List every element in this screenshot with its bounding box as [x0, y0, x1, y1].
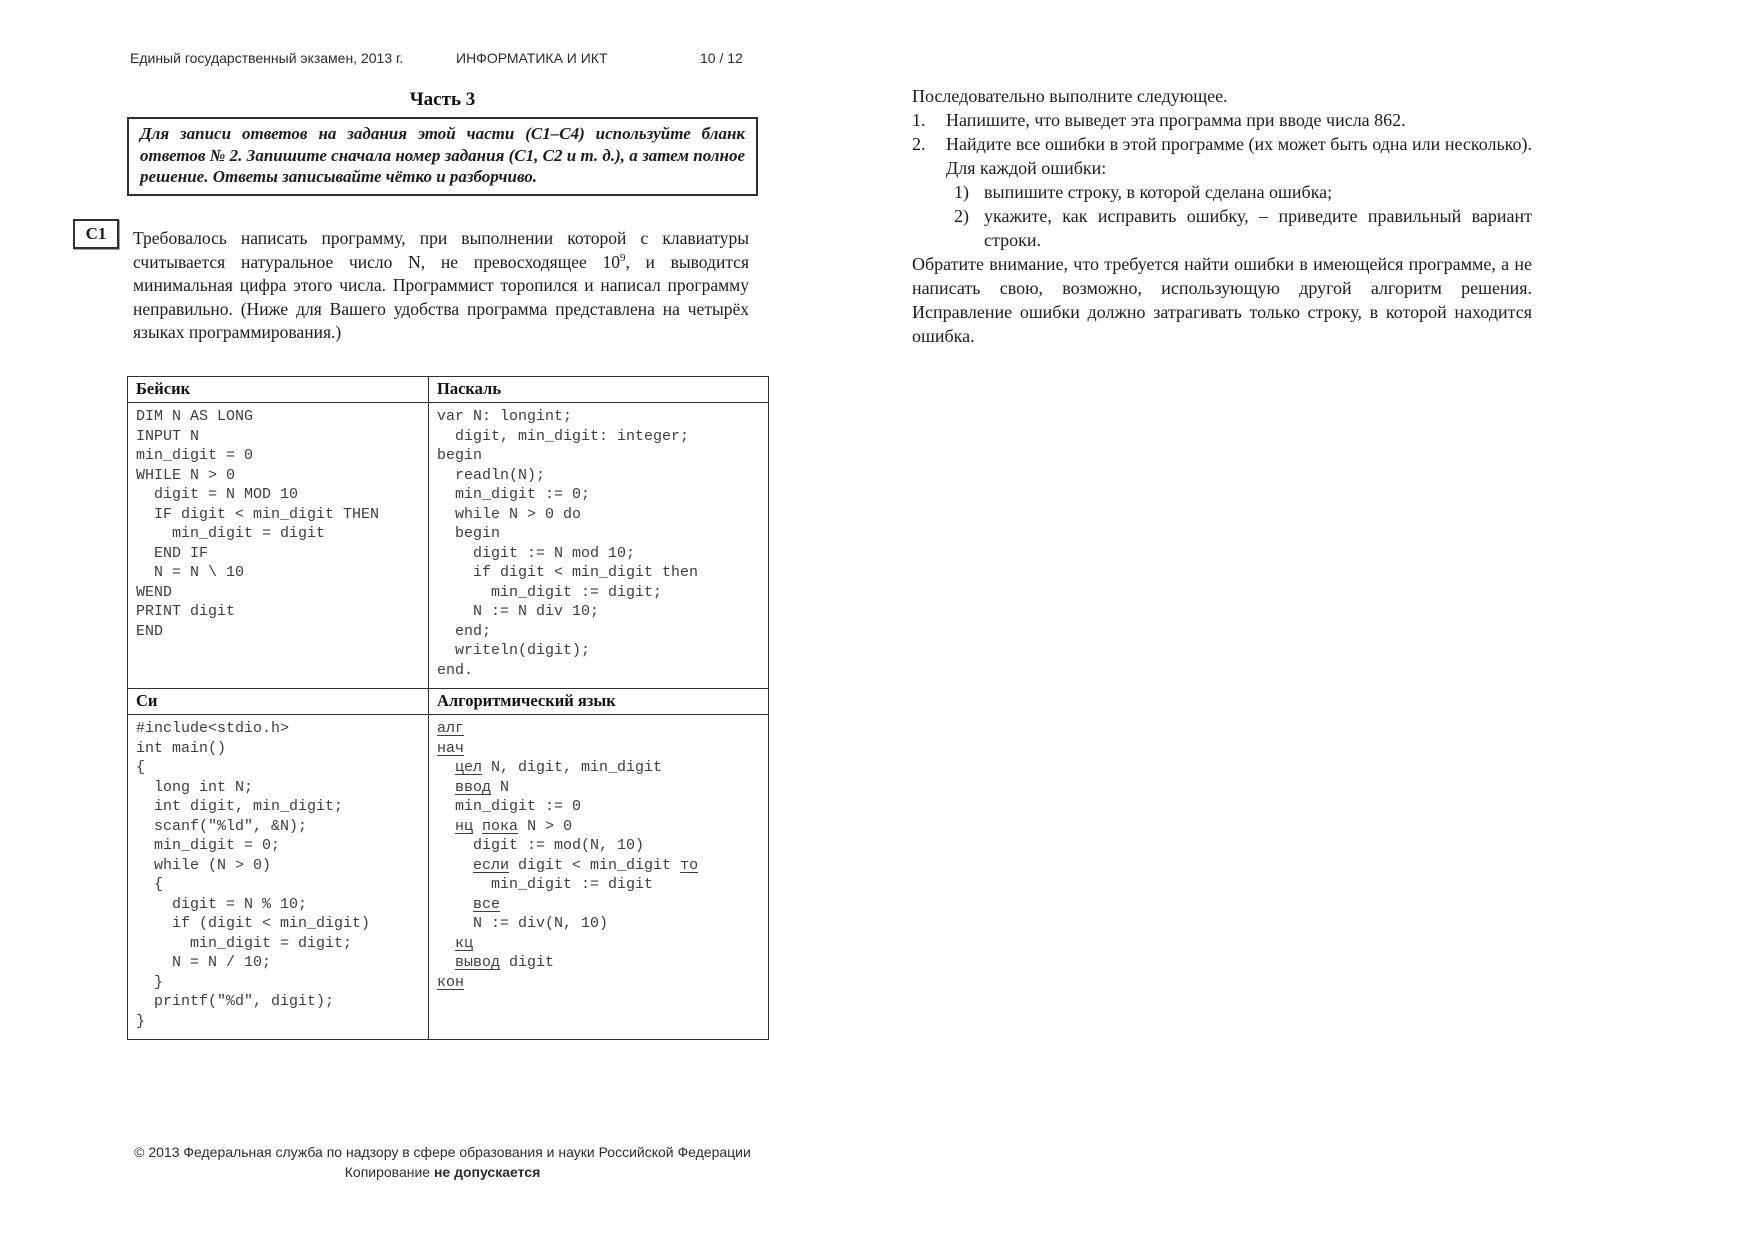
step-text-1: Напишите, что выведет эта программа при вводе числа 862.: [946, 110, 1406, 130]
steps-intro: Последовательно выполните следующее.: [912, 86, 1228, 106]
exam-header-subject: ИНФОРМАТИКА И ИКТ: [456, 50, 608, 66]
substep-marker-1: 1): [954, 182, 969, 202]
step-item-2: [912, 132, 1532, 180]
code-header-pascal: Паскаль: [429, 377, 769, 403]
substep-item-2: [912, 204, 1532, 252]
code-header-basic: Бейсик: [128, 377, 429, 403]
footer-no-copy: не допускается: [433, 1164, 541, 1180]
footer-line1: © 2013 Федеральная служба по надзору в сфере образования и науки Российской Федерации: [134, 1144, 751, 1160]
substep-item-1: [912, 180, 1532, 204]
step-text-2: Найдите все ошибки в этой программе (их может быть одна или несколько). Для каждой ошибки:: [946, 134, 1532, 178]
footer-line2-prefix: Копирование: [344, 1164, 434, 1180]
task-requirements-column: [912, 84, 1532, 348]
code-cell-c: #include<stdio.h> int main() { long int N; int digit, min_digit; scanf("%ld", &N); min_digit = 0; while (N > 0) { digit = N % 10; if (digit < min_digit) min_digit = digit; N = N / 10; } printf("%d", digit); }: [128, 715, 429, 1040]
task-text-end: , и выводится минимальная цифра этого числа. Программист торопился и написал программу неправильно. (Ниже для Вашего удобства программа представлена на четырёх языках программирования.): [133, 251, 749, 342]
exam-header-page-number: 10 / 12: [700, 50, 743, 66]
code-header-c: Си: [128, 689, 429, 715]
footer-copyright: [127, 1142, 758, 1182]
program-code-table: [127, 376, 769, 1040]
code-cell-pascal: var N: longint; digit, min_digit: integer; begin readln(N); min_digit := 0; while N > 0 do begin digit := N mod 10; if digit < min_digit then min_digit := digit; N := N div 10; end; writeln(digit); end.: [429, 403, 769, 689]
exam-header-title: Единый государственный экзамен, 2013 г.: [130, 50, 404, 66]
substep-text-1: выпишите строку, в которой сделана ошибка;: [984, 182, 1333, 202]
task-superscript: 9: [619, 251, 626, 264]
code-header-algorithmic: Алгоритмический язык: [429, 689, 769, 715]
instruction-box: Для записи ответов на задания этой части (С1–С4) используйте бланк ответов № 2. Запишите сначала номер задания (С1, С2 и т. д.), а затем полное решение. Ответы записывайте чётко и разборчиво.: [127, 117, 758, 196]
task-label-c1: С1: [73, 219, 119, 249]
code-cell-algorithmic: алг нач цел N, digit, min_digit ввод N min_digit := 0 нц пока N > 0 digit := mod(N, 10) если digit < min_digit то min_digit := digit все N := div(N, 10) кц вывод digit кон: [429, 715, 769, 1040]
step-item-1: [912, 108, 1532, 132]
substep-text-2: укажите, как исправить ошибку, – приведите правильный вариант строки.: [984, 206, 1532, 250]
step-marker-1: 1.: [912, 110, 926, 130]
code-cell-basic: DIM N AS LONG INPUT N min_digit = 0 WHILE N > 0 digit = N MOD 10 IF digit < min_digit THEN min_digit = digit END IF N = N \ 10 WEND PRINT digit END: [128, 403, 429, 689]
part-title: Часть 3: [409, 89, 476, 110]
task-text-start: Требовалось написать программу, при выполнении которой с клавиатуры считывается натуральное число N, не превосходящее 10: [133, 228, 749, 272]
substep-marker-2: 2): [954, 206, 969, 226]
note-paragraph: Обратите внимание, что требуется найти ошибки в имеющейся программе, а не написать свою, возможно, использующую другой алгоритм решения. Исправление ошибки должно затрагивать только строку, в которой находится ошибка.: [912, 254, 1532, 346]
step-marker-2: 2.: [912, 134, 926, 154]
footer-line2: [127, 1162, 758, 1182]
task-statement: [133, 227, 749, 345]
